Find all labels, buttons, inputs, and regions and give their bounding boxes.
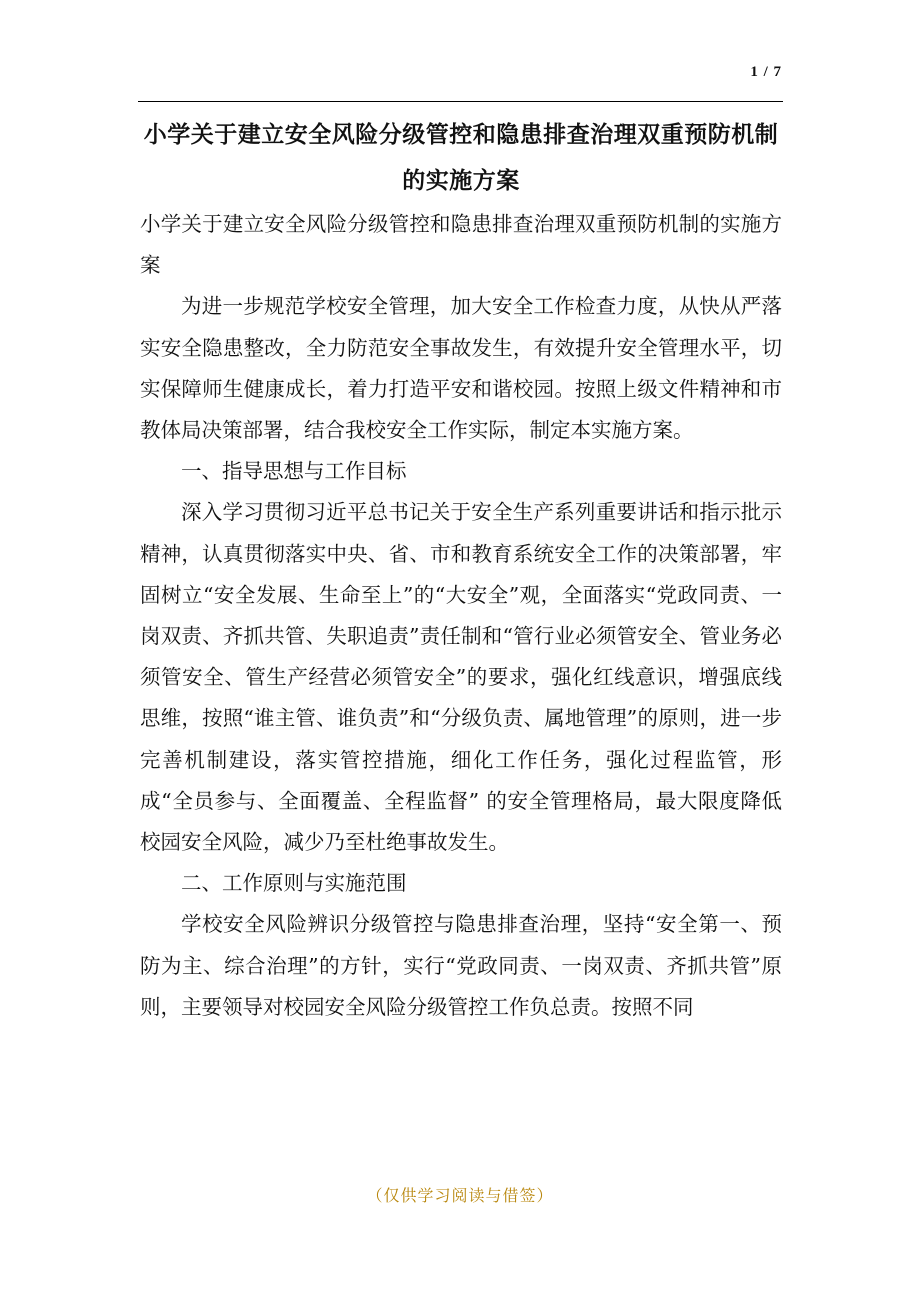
footer-note: （仅供学习阅读与借签） <box>366 1186 554 1205</box>
paragraph: 二、工作原则与实施范围 <box>181 871 407 896</box>
paragraph: 深入学习贯彻习近平总书记关于安全生产系列重要讲话和指示批示精神，认真贯彻落实中央、省、市和教育系统安全工作的决策部署，牢固树立“安全发展、生命至上”的“大安全”观，全面落实“党政同责、一岗双责、齐抓共管、失职追责”责任制和“管行业必须管安全、管业务必须管安全、管生产经营必须管安全”的要求，强化红线意识，增强底线思维，按照“谁主管、谁负责”和“分级负责、属地管理”的原则，进一步完善机制建设，落实管控措施，细化工作任务，强化过程监管，形成“全员参与、全面覆盖、全程监督” 的安全管理格局，最大限度降低校园安全风险，减少乃至杜绝事故发生。 <box>140 500 782 855</box>
paragraph: 学校安全风险辨识分级管控与隐患排查治理，坚持“安全第一、预防为主、综合治理”的方针，实行“党政同责、一岗双责、齐抓共管”原则，主要领导对校园安全风险分级管控工作负总责。按照不同 <box>140 912 782 1019</box>
document-body <box>140 112 782 1028</box>
paragraph: 一、指导思想与工作目标 <box>181 459 407 484</box>
paragraph: 小学关于建立安全风险分级管控和隐患排查治理双重预防机制的实施方案 <box>140 212 782 278</box>
page-number: 1 / 7 <box>750 64 782 80</box>
document-title: 小学关于建立安全风险分级管控和隐患排查治理双重预防机制的实施方案 <box>143 121 779 194</box>
paragraph: 为进一步规范学校安全管理，加大安全工作检查力度，从快从严落实安全隐患整改，全力防范安全事故发生，有效提升安全管理水平，切实保障师生健康成长，着力打造平安和谐校园。按照上级文件精神和市教体局决策部署，结合我校安全工作实际，制定本实施方案。 <box>140 294 782 443</box>
paragraph-list <box>140 204 782 1028</box>
header-divider <box>138 101 783 102</box>
